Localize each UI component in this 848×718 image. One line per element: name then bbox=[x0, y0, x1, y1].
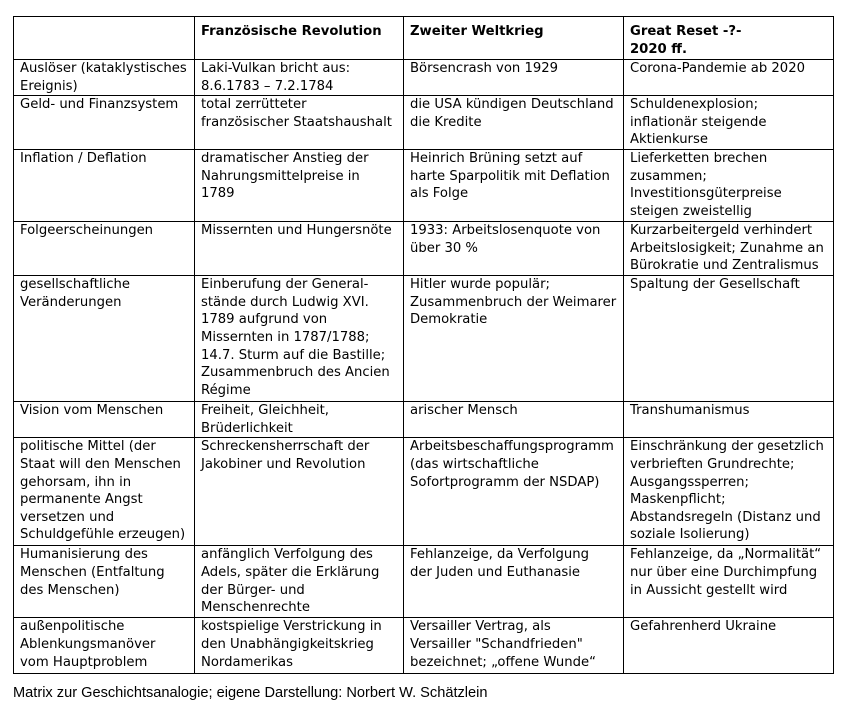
table-cell: Schreckensherrschaft der Jakobiner und Revolution bbox=[195, 438, 404, 546]
table-cell: arischer Mensch bbox=[404, 402, 624, 438]
table-cell: die USA kündigen Deutschland die Kredite bbox=[404, 96, 624, 150]
table-cell: Laki-Vulkan bricht aus: 8.6.1783 – 7.2.1784 bbox=[195, 60, 404, 96]
table-cell: Einberufung der General- stände durch Ludwig XVI. 1789 aufgrund von Missernten in 1787/1788; 14.7. Sturm auf die Bastille; Zusammenbruch des Ancien Régime bbox=[195, 276, 404, 402]
table-row bbox=[14, 222, 834, 276]
row-label-cell: außenpolitische Ablenkungsmanöver vom Hauptproblem bbox=[14, 618, 195, 674]
row-label-cell: Folgeerscheinungen bbox=[14, 222, 195, 276]
table-cell: Börsencrash von 1929 bbox=[404, 60, 624, 96]
row-label-cell: gesellschaftliche Veränderungen bbox=[14, 276, 195, 402]
header-cell-world-war-two: Zweiter Weltkrieg bbox=[404, 17, 624, 60]
row-label-cell: Inflation / Deflation bbox=[14, 150, 195, 222]
table-cell: Versailler Vertrag, als Versailler "Schandfrieden" bezeichnet; „offene Wunde“ bbox=[404, 618, 624, 674]
table-row bbox=[14, 96, 834, 150]
table-cell: Freiheit, Gleichheit, Brüderlichkeit bbox=[195, 402, 404, 438]
table-cell: anfänglich Verfolgung des Adels, später die Erklärung der Bürger- und Menschenrechte bbox=[195, 546, 404, 618]
table-cell: 1933: Arbeitslosenquote von über 30 % bbox=[404, 222, 624, 276]
table-cell: Heinrich Brüning setzt auf harte Sparpolitik mit Deflation als Folge bbox=[404, 150, 624, 222]
table-cell: Missernten und Hungersnöte bbox=[195, 222, 404, 276]
table-cell: Fehlanzeige, da Verfolgung der Juden und Euthanasie bbox=[404, 546, 624, 618]
history-analogy-table bbox=[13, 16, 834, 674]
table-cell: Spaltung der Gesellschaft bbox=[624, 276, 834, 402]
row-label-cell: Humanisierung des Menschen (Entfaltung des Menschen) bbox=[14, 546, 195, 618]
table-cell: Transhumanismus bbox=[624, 402, 834, 438]
row-label-cell: politische Mittel (der Staat will den Menschen gehorsam, ihn in permanente Angst versetzen und Schuldgefühle erzeugen) bbox=[14, 438, 195, 546]
table-row bbox=[14, 618, 834, 674]
table-cell: Kurzarbeitergeld verhindert Arbeitslosigkeit; Zunahme an Bürokratie und Zentralismus bbox=[624, 222, 834, 276]
row-label-cell: Auslöser (kataklystisches Ereignis) bbox=[14, 60, 195, 96]
table-cell: kostspielige Verstrickung in den Unabhängigkeitskrieg Nordamerikas bbox=[195, 618, 404, 674]
table-cell: Gefahrenherd Ukraine bbox=[624, 618, 834, 674]
table-cell: Arbeitsbeschaffungsprogramm (das wirtschaftliche Sofortprogramm der NSDAP) bbox=[404, 438, 624, 546]
table-row bbox=[14, 150, 834, 222]
table-cell: total zerrütteter französischer Staatshaushalt bbox=[195, 96, 404, 150]
table-cell: Hitler wurde populär; Zusammenbruch der Weimarer Demokratie bbox=[404, 276, 624, 402]
table-cell: Einschränkung der gesetzlich verbrieften Grundrechte; Ausgangssperren; Maskenpflicht; Abstandsregeln (Distanz und soziale Isolierung) bbox=[624, 438, 834, 546]
row-label-cell: Vision vom Menschen bbox=[14, 402, 195, 438]
table-row bbox=[14, 438, 834, 546]
table-row bbox=[14, 546, 834, 618]
header-cell-great-reset: Great Reset -?- 2020 ff. bbox=[624, 17, 834, 60]
table-header-row bbox=[14, 17, 834, 60]
table-cell: dramatischer Anstieg der Nahrungsmittelpreise in 1789 bbox=[195, 150, 404, 222]
table-cell: Corona-Pandemie ab 2020 bbox=[624, 60, 834, 96]
table-row bbox=[14, 60, 834, 96]
table-row bbox=[14, 276, 834, 402]
table-row bbox=[14, 402, 834, 438]
table-cell: Lieferketten brechen zusammen; Investitionsgüterpreise steigen zweistellig bbox=[624, 150, 834, 222]
header-cell-empty bbox=[14, 17, 195, 60]
table-caption: Matrix zur Geschichtsanalogie; eigene Darstellung: Norbert W. Schätzlein bbox=[13, 685, 488, 701]
table-cell: Schuldenexplosion; inflationär steigende Aktienkurse bbox=[624, 96, 834, 150]
row-label-cell: Geld- und Finanzsystem bbox=[14, 96, 195, 150]
table-cell: Fehlanzeige, da „Normalität“ nur über eine Durchimpfung in Aussicht gestellt wird bbox=[624, 546, 834, 618]
header-cell-french-revolution: Französische Revolution bbox=[195, 17, 404, 60]
